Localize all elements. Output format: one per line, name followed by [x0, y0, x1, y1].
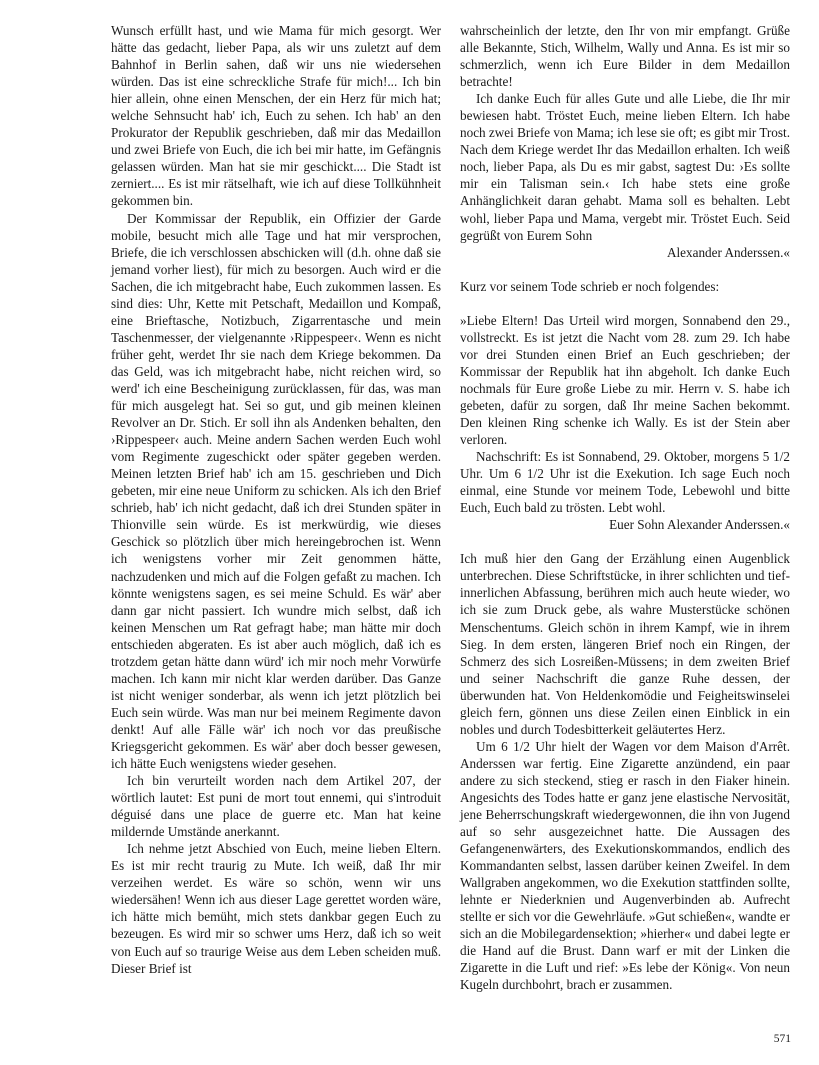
paragraph-thanks: Ich danke Euch für alles Gute und alle Liebe, die Ihr mir bewiesen habt. Tröstet Euch, meine lieben Eltern. Ich habe noch zwei Briefe von Mama; ich lese sie oft; es gibt mir Trost. Nach dem Kriege werdet Ihr das Medaillon erhalten. Ich weiß noch, lieber Papa, als Du es mir gabst, sagtest Du: ›Es sollte mir ein Talisman sein.‹ Ich habe stets eine große Anhänglichkeit daran gehabt. Mama soll es behalten. Lebt wohl, lieber Papa und Mama, vergebt mir. Tröstet Euch. Seid gegrüßt von Eurem Sohn	[460, 91, 790, 243]
paragraph-letter-end: wahrscheinlich der letzte, den Ihr von mir empfangt. Grüße alle Bekannte, Stich, Wilhelm, Wally und Anna. Es ist mir so schmerzlich, wenn ich Eure Bilder in dem Medaillon betrachte!	[460, 23, 790, 90]
paragraph-execution: Um 6 1/2 Uhr hielt der Wagen vor dem Maison d'Arrêt. Anderssen war fertig. Eine Zigarette anzündend, ein paar andere zu sich steckend, stieg er rasch in den Fiaker hinein. Angesichts des Todes hatte er ganz jene elastische Nervosität, jene Beherrschungskraft wiedergewonnen, die ihn von Jugend auf so sehr ausgezeichnet hatte. Die Aussagen des Gefangenenwärters, des Exekutionskommandos, endlich des Kommandanten selbst, lassen darüber keinen Zweifel. In dem Wallgraben angekommen, wo die Exekution stattfinden sollte, lehnte er Niederknien und Augenverbinden ab. Aufrecht stellte er sich vor die Gewehrläufe. »Gut schießen«, wandte er sich an die Mobilegardensektion; »hierher« und dabei legte er die Hand auf die Brust. Dann warf er mit der Linken die Zigarette in die Luft und rief: »Es lebe der König«. Von neun Kugeln durchbohrt, brach er zusammen.	[460, 738, 790, 993]
paragraph-farewell: Ich nehme jetzt Abschied von Euch, meine lieben Eltern. Es ist mir recht traurig zu Mute. Ich weiß, daß Ihr mir verzeihen werdet. Es wäre so schön, wenn wir uns wiedersähen! Wenn ich aus dieser Lage gerettet worden wäre, ich hätte mich bemüht, mich stets dankbar gegen Euch zu bezeugen. Es wird mir so schwer ums Herz, daß ich so weit von Euch auf so traurige Weise aus dem Leben scheiden muß. Dieser Brief ist	[111, 841, 441, 976]
paragraph-narrator-comment: Ich muß hier den Gang der Erzählung einen Augenblick unterbrechen. Diese Schriftstücke, in ihrer schlichten und tief-innerlichen Abfassung, berühren mich auch heute wieder, wo ich sie zum Druck gebe, als wahre Musterstücke schönen Menschentums. Gleich schön in ihrem Kampf, wie in ihrem Sieg. In dem ersten, längeren Brief noch ein Ringen, der Schmerz des sich Losreißen-Müssens; in dem zweiten Brief und seiner Nachschrift die ganze Ruhe dessen, der überwunden hat. Von Heldenkomödie und Feigheitswinselei gleich fern, gönnen uns diese Zeilen einen Einblick in ein nobles und durch Todesbitterkeit geläutertes Herz.	[460, 551, 790, 737]
page-number: 571	[773, 1033, 791, 1045]
signature-second-letter: Euer Sohn Alexander Anderssen.«	[609, 517, 790, 533]
paragraph-letter-continuation: Wunsch erfüllt hast, und wie Mama für mich gesorgt. Wer hätte das gedacht, lieber Papa, als wir uns zuletzt auf dem Bahnhof in Berlin sahen, daß wir uns nie wiedersehen würden. Das ist eine schreckliche Strafe für mich!... Ich bin hier allein, ohne einen Menschen, der ein Herz für mich hat; welche Sehnsucht hab' ich, Euch zu sehen. Ich hab' an den Prokurator der Republik geschrieben, daß mir das Medaillon und zwei Briefe von Euch, die ich bei mir hatte, im Gefängnis gelassen würden. Man hat sie mir geschickt.... Die Stadt ist zerniert.... Es ist mir rätselhaft, wie ich auf diese Tollkühnheit gekommen bin.	[111, 23, 441, 209]
paragraph-intro-second-letter: Kurz vor seinem Tode schrieb er noch folgendes:	[460, 278, 720, 294]
paragraph-commissioner: Der Kommissar der Republik, ein Offizier der Garde mobile, besucht mich alle Tage und hat mir versprochen, Briefe, die ich verschlossen abschicken will (d.h. ohne daß sie jemand vorher liest), für mich zu besorgen. Auch wird er die Sachen, die ich mitgebracht habe, Euch zukommen lassen. Es sind dies: Uhr, Kette mit Petschaft, Medaillon und Kompaß, eine Brieftasche, Notizbuch, Zigarrentasche und mein Taschenmesser, der vielgenannte ›Rippespeer‹. Wenn es nicht früher geht, werdet Ihr sie nach dem Kriege bekommen. Da das Geld, was ich mitgebracht habe, nicht reichen wird, so werd' ich eine Bescheinigung zurücklassen, für das, was man für mich ausgelegt hat. Sei so gut, und gib meinen kleinen Revolver an Dr. Stich. Er soll ihn als Andenken behalten, den ›Rippespeer‹ auch. Meine andern Sachen werden Euch wohl vom Regimente zugeschickt oder später gegeben werden. Meinen letzten Brief hab' ich am 15. geschrieben und Dich gebeten, mir eine neue Uniform zu schicken. Als ich den Brief schrieb, hab' ich nicht gedacht, daß ich drei Stunden später in Thionville sein würde. Es ist merkwürdig, wie dieses Geschick so plötzlich über mich hereingebrochen ist. Wenn ich wenigstens vorher mir Zeit genommen hätte, nachzudenken und mich auf die Folgen gefaßt zu machen. Ich könnte wenigstens sagen, es sei meine Schuld. Es wär' aber dann gar nicht passiert. Ich wundre mich selbst, daß ich keinen Menschen um Rat gefragt habe; man hätte mir doch entschieden abgeraten. Es ist aber auch möglich, daß ich es trotzdem getan hätte dann würd' ich mir noch mehr Vorwürfe machen. Ich kann mir nicht klar werden darüber. Das Ganze ist nicht weniger sonderbar, als wenn ich jetzt plötzlich bei Euch sein würde. Was man nur bei meinem Regimente davon denkt! Auf alle Fälle wär' ich noch vor das preußische Kriegsgericht gekommen. Es wär' aber doch besser gewesen, ich hätte Euch wenigstens wieder gesehen.	[111, 210, 441, 772]
paragraph-postscript: Nachschrift: Es ist Sonnabend, 29. Oktober, morgens 5 1/2 Uhr. Um 6 1/2 Uhr ist die Exekution. Ich sage Euch noch einmal, eine Stunde vor meinem Tode, Lebewohl und bitte Euch, Euch bald zu trösten. Lebt wohl.	[460, 449, 790, 516]
paragraph-second-letter: »Liebe Eltern! Das Urteil wird morgen, Sonnabend den 29., vollstreckt. Es ist jetzt die Nacht vom 28. zum 29. Ich habe vor drei Stunden einen Brief an Euch geschrieben; der Kommissar der Republik hat ihn abgeholt. Ich danke Euch nochmals für Eure große Liebe zu mir. Herrn v. S. habe ich gebeten, dafür zu sorgen, daß Ihr meine Sachen bekommt. Den kleinen Ring schenke ich Wally. Es ist der Stein aber verloren.	[460, 312, 790, 448]
paragraph-verdict: Ich bin verurteilt worden nach dem Artikel 207, der wörtlich lautet: Est puni de mort tout ennemi, qui s'introduit déguisé dans une place de guerre etc. Man hat keine mildernde Umstände anerkannt.	[111, 773, 441, 840]
left-text-column	[111, 22, 441, 977]
right-text-column	[460, 22, 790, 994]
signature-first-letter: Alexander Anderssen.«	[666, 244, 790, 260]
